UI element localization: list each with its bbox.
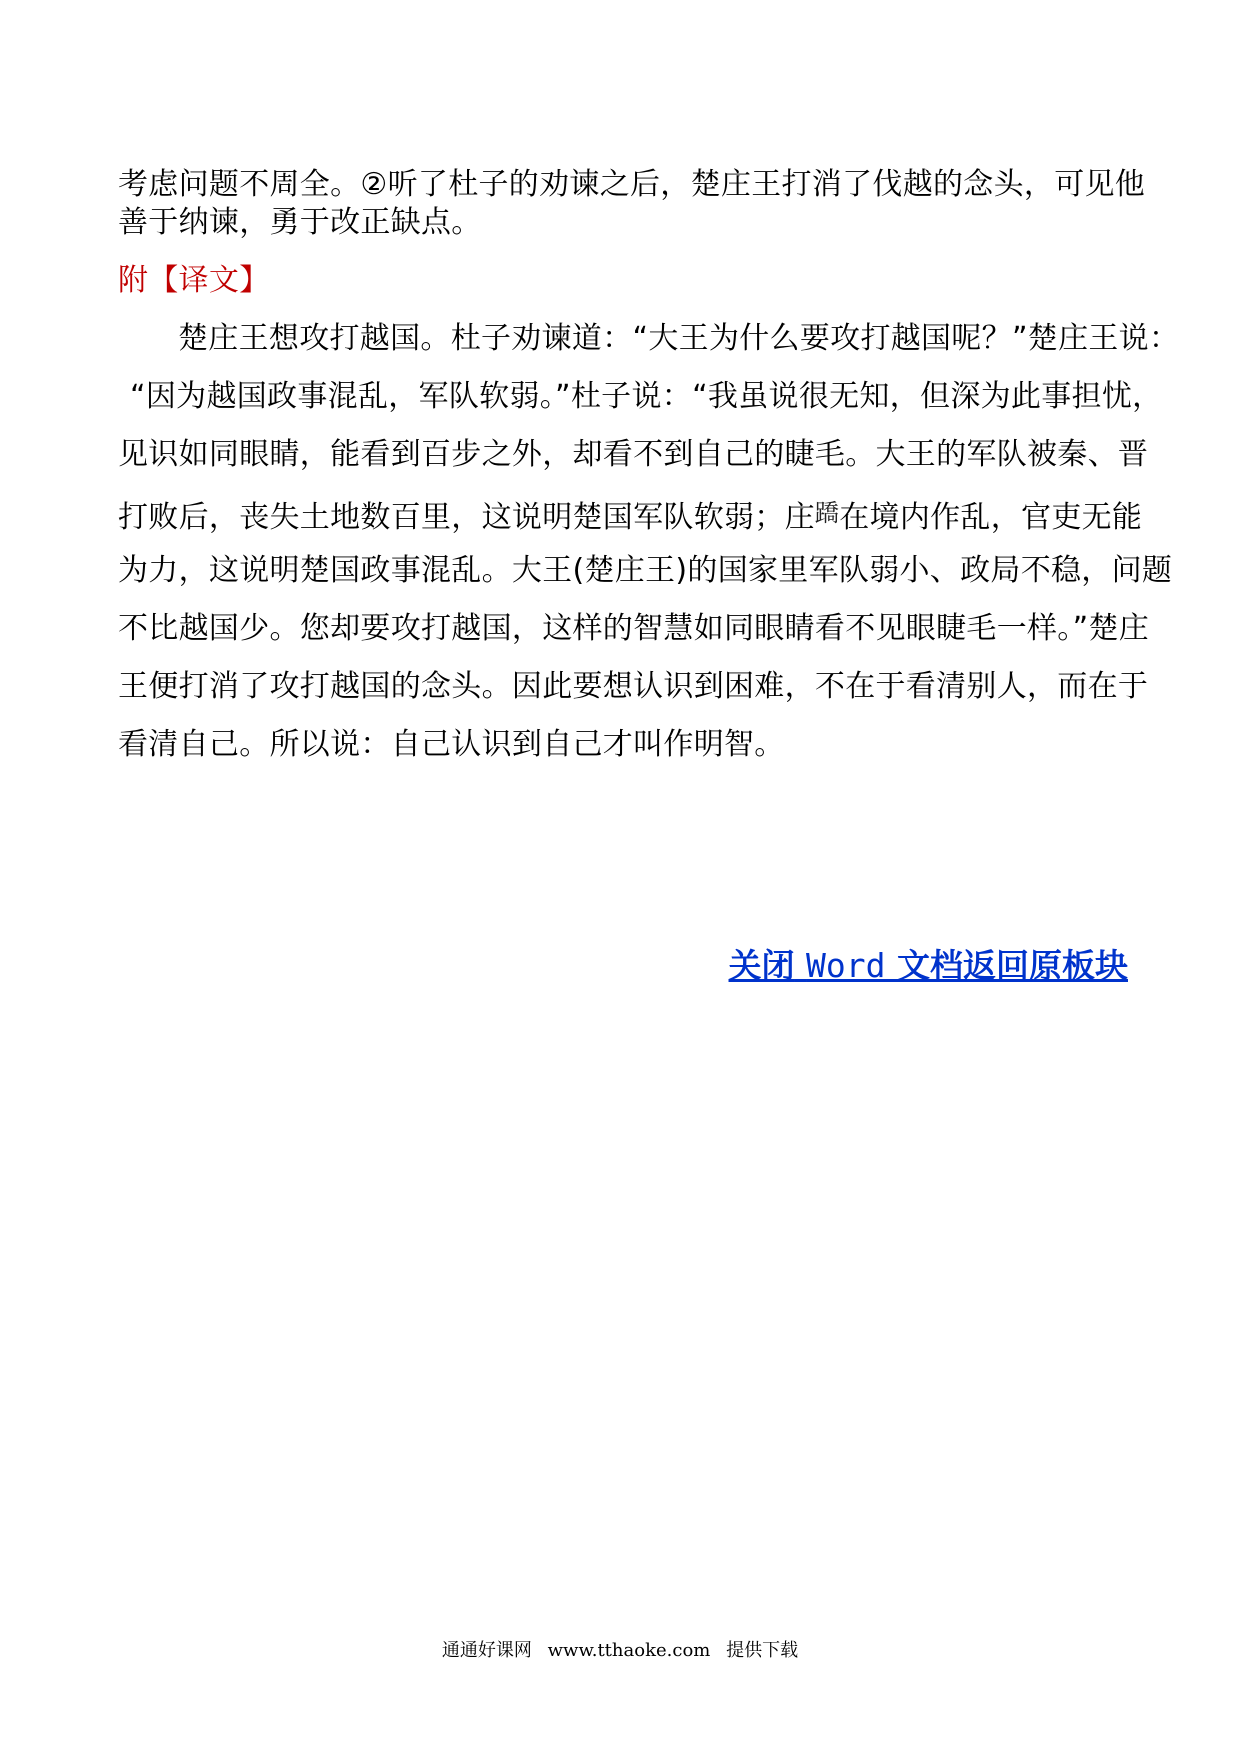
translation-line-6: 不比越国少。您却要攻打越国，这样的智慧如同眼睛看不见眼睫毛一样。”楚庄 <box>118 611 1150 646</box>
translation-line-1: 楚庄王想攻打越国。杜子劝谏道：“大王为什么要攻打越国呢？”楚庄王说： <box>178 321 1180 356</box>
translation-heading: 附【译文】 <box>118 263 270 298</box>
body-line-1: 考虑问题不周全。②听了杜子的劝谏之后，楚庄王打消了伐越的念头，可见他 <box>118 167 1146 202</box>
translation-line-2: “因为越国政事混乱，军队软弱。”杜子说：“我虽说很无知，但深为此事担忧， <box>130 379 1163 414</box>
footer-url: www.tthaoke.com <box>547 1640 711 1661</box>
close-word-document-link[interactable] <box>729 944 1128 988</box>
footer-site: 通通好课网 <box>441 1640 532 1661</box>
close-link-word: Word <box>806 946 886 985</box>
rare-character: 蹻 <box>814 499 840 527</box>
close-link-part2: 文档返回原板块 <box>897 946 1128 985</box>
translation-line-4-end: 在境内作乱，官吏无能 <box>839 500 1143 535</box>
translation-line-3: 见识如同眼睛，能看到百步之外，却看不到自己的睫毛。大王的军队被秦、晋 <box>118 437 1149 472</box>
translation-line-4-start: 打败后，丧失土地数百里，这说明楚国军队软弱；庄 <box>118 500 815 535</box>
translation-line-5: 为力，这说明楚国政事混乱。大王(楚庄王)的国家里军队弱小、政局不稳，问题 <box>118 553 1173 588</box>
footer-action: 提供下载 <box>726 1640 799 1661</box>
body-line-2: 善于纳谏，勇于改正缺点。 <box>118 205 482 240</box>
close-link-part1: 关闭 <box>728 946 795 985</box>
translation-line-4 <box>118 493 1143 538</box>
translation-line-7: 王便打消了攻打越国的念头。因此要想认识到困难，不在于看清别人，而在于 <box>118 669 1149 704</box>
translation-line-8: 看清自己。所以说：自己认识到自己才叫作明智。 <box>118 727 785 762</box>
page-footer <box>0 1636 1240 1662</box>
